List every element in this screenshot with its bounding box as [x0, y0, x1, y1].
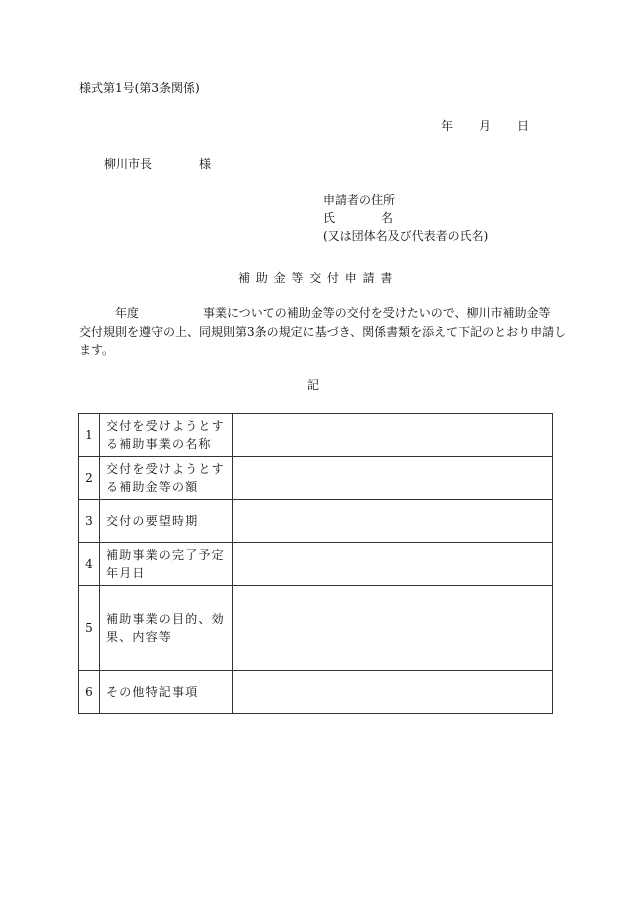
body-line-2: 交付規則を遵守の上、同規則第3条の規定に基づき、関係書類を添えて下記のとおり申請し — [79, 324, 567, 339]
table-row — [79, 543, 553, 586]
item-label: 交付を受けようとす る補助金等の額 — [100, 457, 233, 500]
date-year-label: 年 — [441, 119, 454, 133]
item-number: 2 — [79, 457, 100, 500]
document-title: 補助金等交付申請書 — [238, 271, 399, 285]
item-number: 3 — [79, 500, 100, 543]
addressee — [104, 157, 211, 171]
item-label: その他特記事項 — [100, 671, 233, 714]
table-row — [79, 414, 553, 457]
date-day-label: 日 — [517, 119, 530, 133]
applicant-note: (又は団体名及び代表者の氏名) — [323, 229, 489, 243]
item-label: 交付の要望時期 — [100, 500, 233, 543]
applicant-name-label: 氏 名 — [323, 211, 394, 225]
item-value-cell — [233, 414, 553, 457]
item-number: 5 — [79, 586, 100, 671]
form-number: 様式第1号(第3条関係) — [79, 81, 200, 95]
applicant-address-label: 申請者の住所 — [323, 193, 396, 207]
table-row — [79, 500, 553, 543]
item-number: 1 — [79, 414, 100, 457]
item-number: 4 — [79, 543, 100, 586]
item-value-cell — [233, 500, 553, 543]
addressee-honorific: 様 — [199, 157, 212, 171]
applicant-block — [323, 193, 488, 247]
body-line-3: ます。 — [79, 343, 115, 357]
item-label: 交付を受けようとす る補助事業の名称 — [100, 414, 233, 457]
item-label: 補助事業の完了予定 年月日 — [100, 543, 233, 586]
addressee-name: 柳川市長 — [104, 157, 153, 171]
date-month-label: 月 — [479, 119, 492, 133]
table-row — [79, 671, 553, 714]
table-row — [79, 586, 553, 671]
date-line — [441, 119, 529, 133]
items-table — [78, 413, 553, 714]
ki-heading: 記 — [307, 378, 320, 392]
item-value-cell — [233, 457, 553, 500]
item-value-cell — [233, 586, 553, 671]
item-value-cell — [233, 671, 553, 714]
item-value-cell — [233, 543, 553, 586]
item-number: 6 — [79, 671, 100, 714]
item-label: 補助事業の目的、効 果、内容等 — [100, 586, 233, 671]
body-paragraph — [79, 304, 567, 360]
table-row — [79, 457, 553, 500]
body-line-1: 年度 事業についての補助金等の交付を受けたいので、柳川市補助金等 — [115, 306, 551, 320]
